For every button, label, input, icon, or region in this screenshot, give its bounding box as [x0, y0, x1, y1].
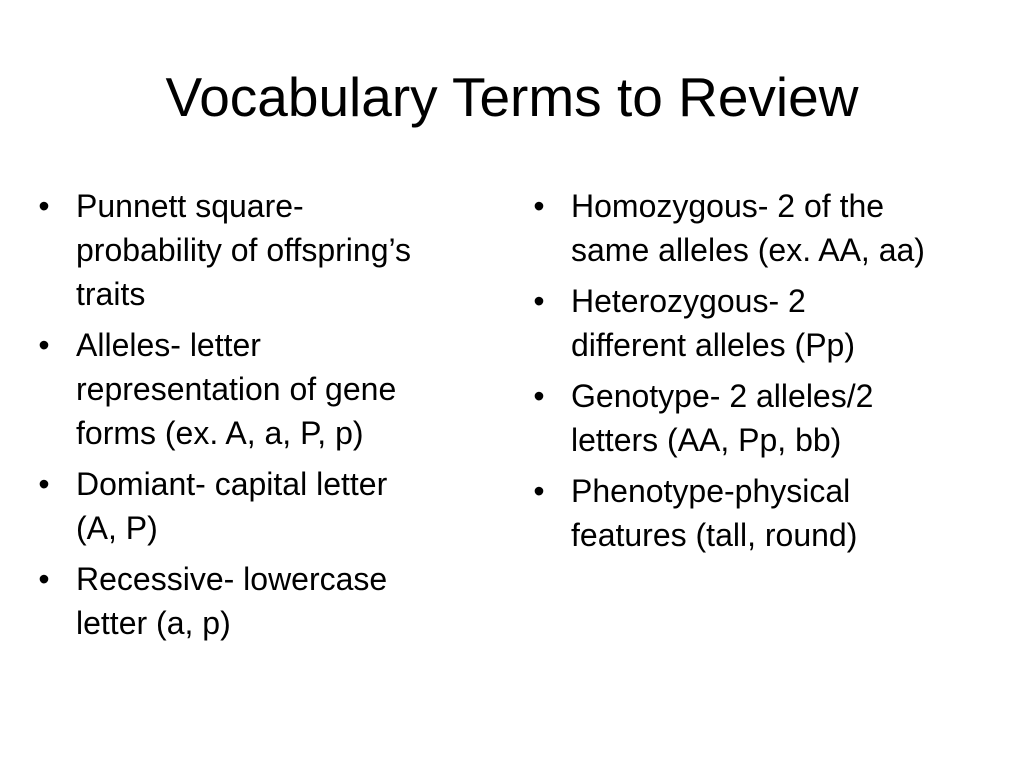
- bullet-line: different alleles (Pp): [571, 327, 855, 363]
- bullet-line: Alleles- letter: [76, 327, 261, 363]
- bullet-line: representation of gene: [76, 371, 397, 407]
- bullet-item-punnett-square: [34, 184, 504, 316]
- bullet-line: features (tall, round): [571, 517, 858, 553]
- bullet-line: Phenotype-physical: [571, 473, 851, 509]
- bullet-icon: •: [533, 378, 545, 414]
- bullet-icon: •: [38, 327, 50, 363]
- bullet-line: Genotype- 2 alleles/2: [571, 378, 874, 414]
- bullet-icon: •: [38, 561, 50, 597]
- slide-title: Vocabulary Terms to Review: [165, 66, 859, 128]
- bullet-item-phenotype: [529, 469, 1023, 557]
- bullet-line: Homozygous- 2 of the: [571, 188, 885, 224]
- bullet-line: letters (AA, Pp, bb): [571, 422, 842, 458]
- left-bullet-list: [34, 184, 504, 652]
- bullet-line: traits: [76, 276, 146, 312]
- bullet-icon: •: [38, 188, 50, 224]
- bullet-text: [571, 279, 1023, 367]
- bullet-item-recessive: [34, 557, 504, 645]
- bullet-line: Heterozygous- 2: [571, 283, 806, 319]
- bullet-text: [76, 462, 504, 550]
- bullet-line: Punnett square-: [76, 188, 304, 224]
- bullet-line: same alleles (ex. AA, aa): [571, 232, 925, 268]
- bullet-icon: •: [533, 188, 545, 224]
- bullet-item-genotype: [529, 374, 1023, 462]
- bullet-text: [76, 323, 504, 455]
- bullet-item-dominant: [34, 462, 504, 550]
- bullet-item-heterozygous: [529, 279, 1023, 367]
- bullet-text: [76, 557, 504, 645]
- bullet-item-alleles: [34, 323, 504, 455]
- bullet-line: Recessive- lowercase: [76, 561, 388, 597]
- bullet-text: [76, 184, 504, 316]
- bullet-text: [571, 184, 1023, 272]
- bullet-icon: •: [533, 283, 545, 319]
- right-bullet-list: [529, 184, 1023, 564]
- bullet-icon: •: [533, 473, 545, 509]
- bullet-line: forms (ex. A, a, P, p): [76, 415, 364, 451]
- bullet-line: Domiant- capital letter: [76, 466, 388, 502]
- bullet-text: [571, 374, 1023, 462]
- bullet-text: [571, 469, 1023, 557]
- bullet-line: (A, P): [76, 510, 158, 546]
- bullet-line: probability of offspring’s: [76, 232, 412, 268]
- bullet-icon: •: [38, 466, 50, 502]
- bullet-line: letter (a, p): [76, 605, 231, 641]
- bullet-item-homozygous: [529, 184, 1023, 272]
